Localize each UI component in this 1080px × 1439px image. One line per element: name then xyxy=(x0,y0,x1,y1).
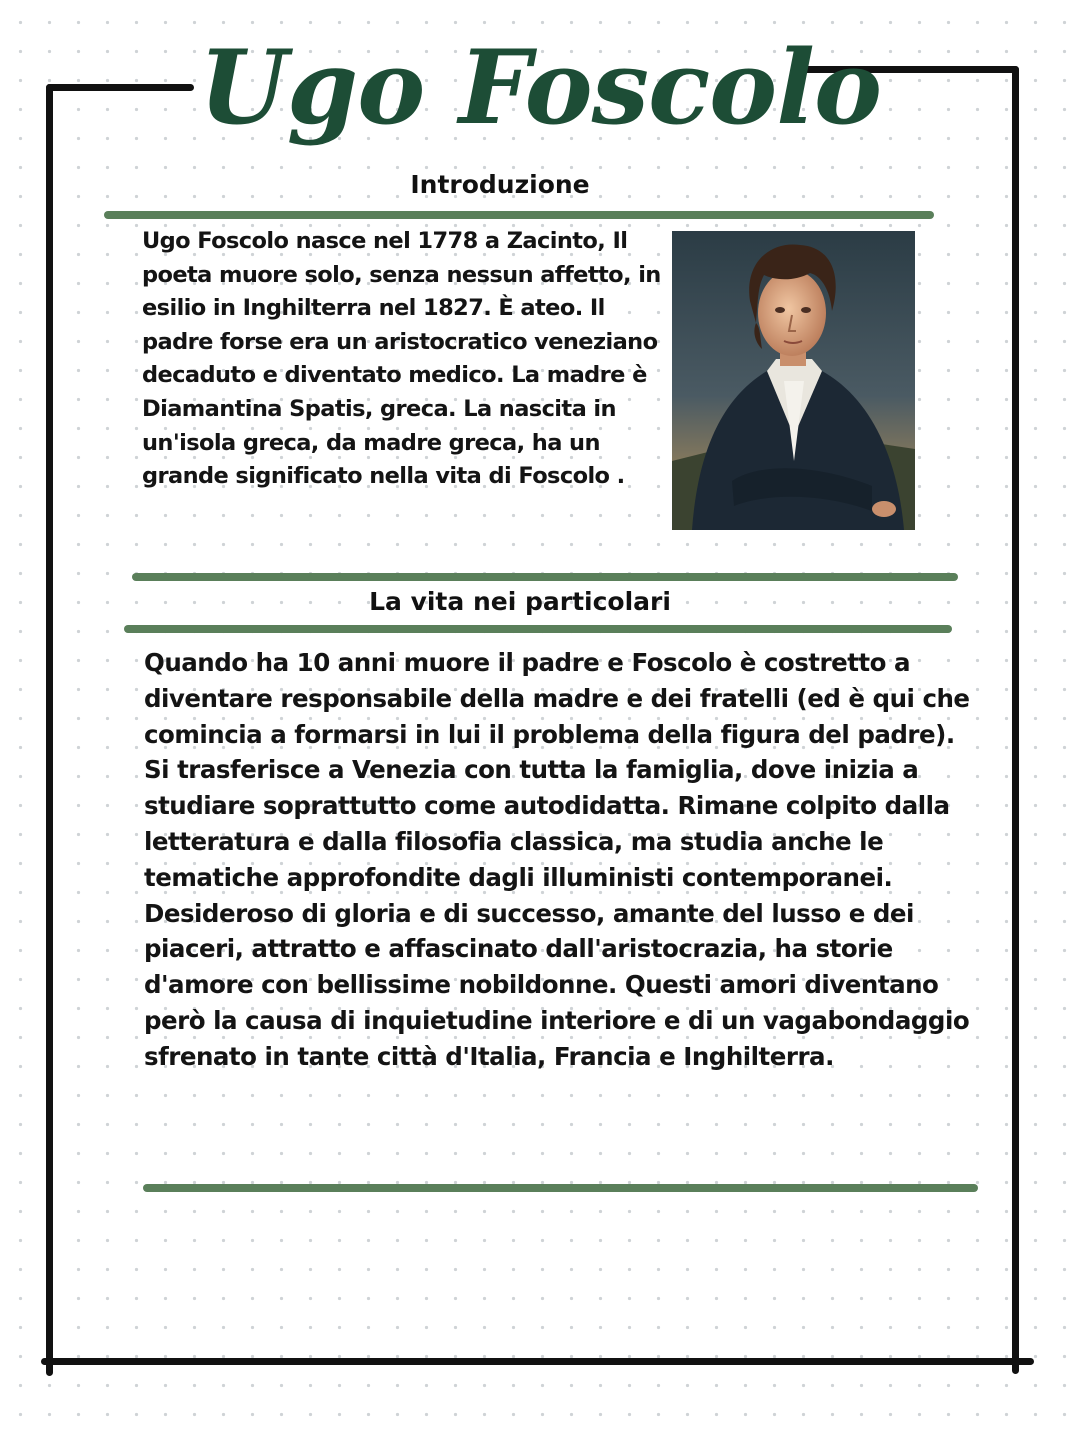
vita-heading-divider xyxy=(124,625,952,633)
vita-paragraph: Quando ha 10 anni muore il padre e Foscolo è costretto a diventare responsabile della madre e dei fratelli (ed è qui che comincia a formarsi in lui il problema della figura del padre). Si trasferisce a Venezia con tutta la famiglia, dove inizia a studiare soprattutto come autodidatta. Rimane colpito dalla letteratura e dalla filosofia classica, ma studia anche le tematiche approfondite dagli illuministi contemporanei. Desideroso di gloria e di successo, amante del lusso e dei piaceri, attratto e affascinato dall'aristocrazia, ha storie d'amore con bellissime nobildonne. Questi amori diventano però la causa di inquietudine interiore e di un vagabondaggio sfrenato in tante città d'Italia, Francia e Inghilterra. xyxy=(144,648,970,1071)
intro-top-divider xyxy=(104,211,934,219)
frame-bottom-line xyxy=(41,1358,1034,1365)
frame-left-line xyxy=(46,84,53,1376)
vita-top-divider xyxy=(132,573,958,581)
page-title: Ugo Foscolo xyxy=(198,28,882,148)
vita-bottom-divider xyxy=(143,1184,978,1192)
vita-heading: La vita nei particolari xyxy=(369,587,671,616)
intro-heading: Introduzione xyxy=(410,170,590,199)
foscolo-portrait-image xyxy=(672,231,915,530)
intro-paragraph: Ugo Foscolo nasce nel 1778 a Zacinto, Il poeta muore solo, senza nessun affetto, in esilio in Inghilterra nel 1827. È ateo. Il padre forse era un aristocratico veneziano decaduto e diventato medico. La madre è Diamantina Spatis, greca. La nascita in un'isola greca, da madre greca, ha un grande significato nella vita di Foscolo . xyxy=(142,228,661,490)
frame-right-line xyxy=(1012,66,1019,1374)
